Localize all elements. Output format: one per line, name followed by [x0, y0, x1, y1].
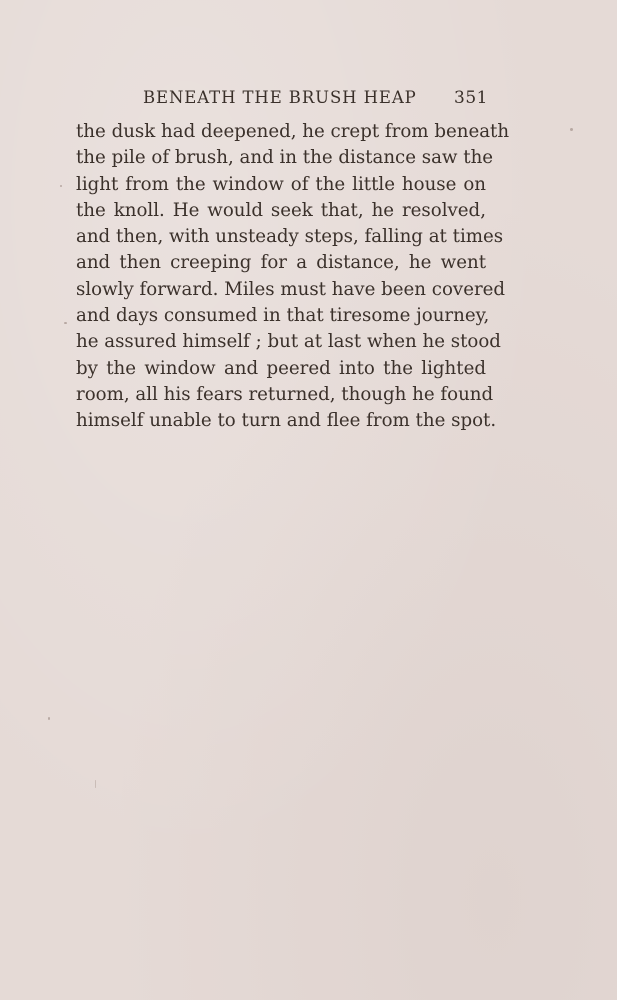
- text-line: the dusk had deepened, he crept from beneath: [76, 121, 510, 142]
- text-line: and then creeping for a distance, he went: [76, 252, 486, 274]
- page-number: 351: [454, 88, 488, 108]
- text-line: light from the window of the little house on: [76, 173, 486, 195]
- paper-speck: [64, 322, 67, 324]
- text-line: slowly forward. Miles must have been covered: [76, 278, 506, 300]
- text-line: and then, with unsteady steps, falling at times: [76, 226, 504, 248]
- running-head: [143, 88, 488, 114]
- text-line: himself unable to turn and flee from the spot.: [76, 410, 497, 432]
- text-line: the knoll. He would seek that, he resolved,: [76, 199, 486, 221]
- text-line: he assured himself ; but at last when he stood: [76, 331, 501, 353]
- body-text: [76, 119, 510, 435]
- paper-speck: [95, 780, 96, 788]
- text-line: and days consumed in that tiresome journey,: [76, 305, 490, 327]
- text-line: the pile of brush, and in the distance saw the: [76, 147, 494, 169]
- running-title: BENEATH THE BRUSH HEAP: [143, 88, 417, 107]
- paper-speck: [48, 717, 50, 720]
- text-line: room, all his fears returned, though he found: [76, 383, 494, 405]
- paper-speck: [570, 128, 573, 131]
- text-line: by the window and peered into the lighted: [76, 357, 486, 379]
- paper-speck: [60, 185, 62, 187]
